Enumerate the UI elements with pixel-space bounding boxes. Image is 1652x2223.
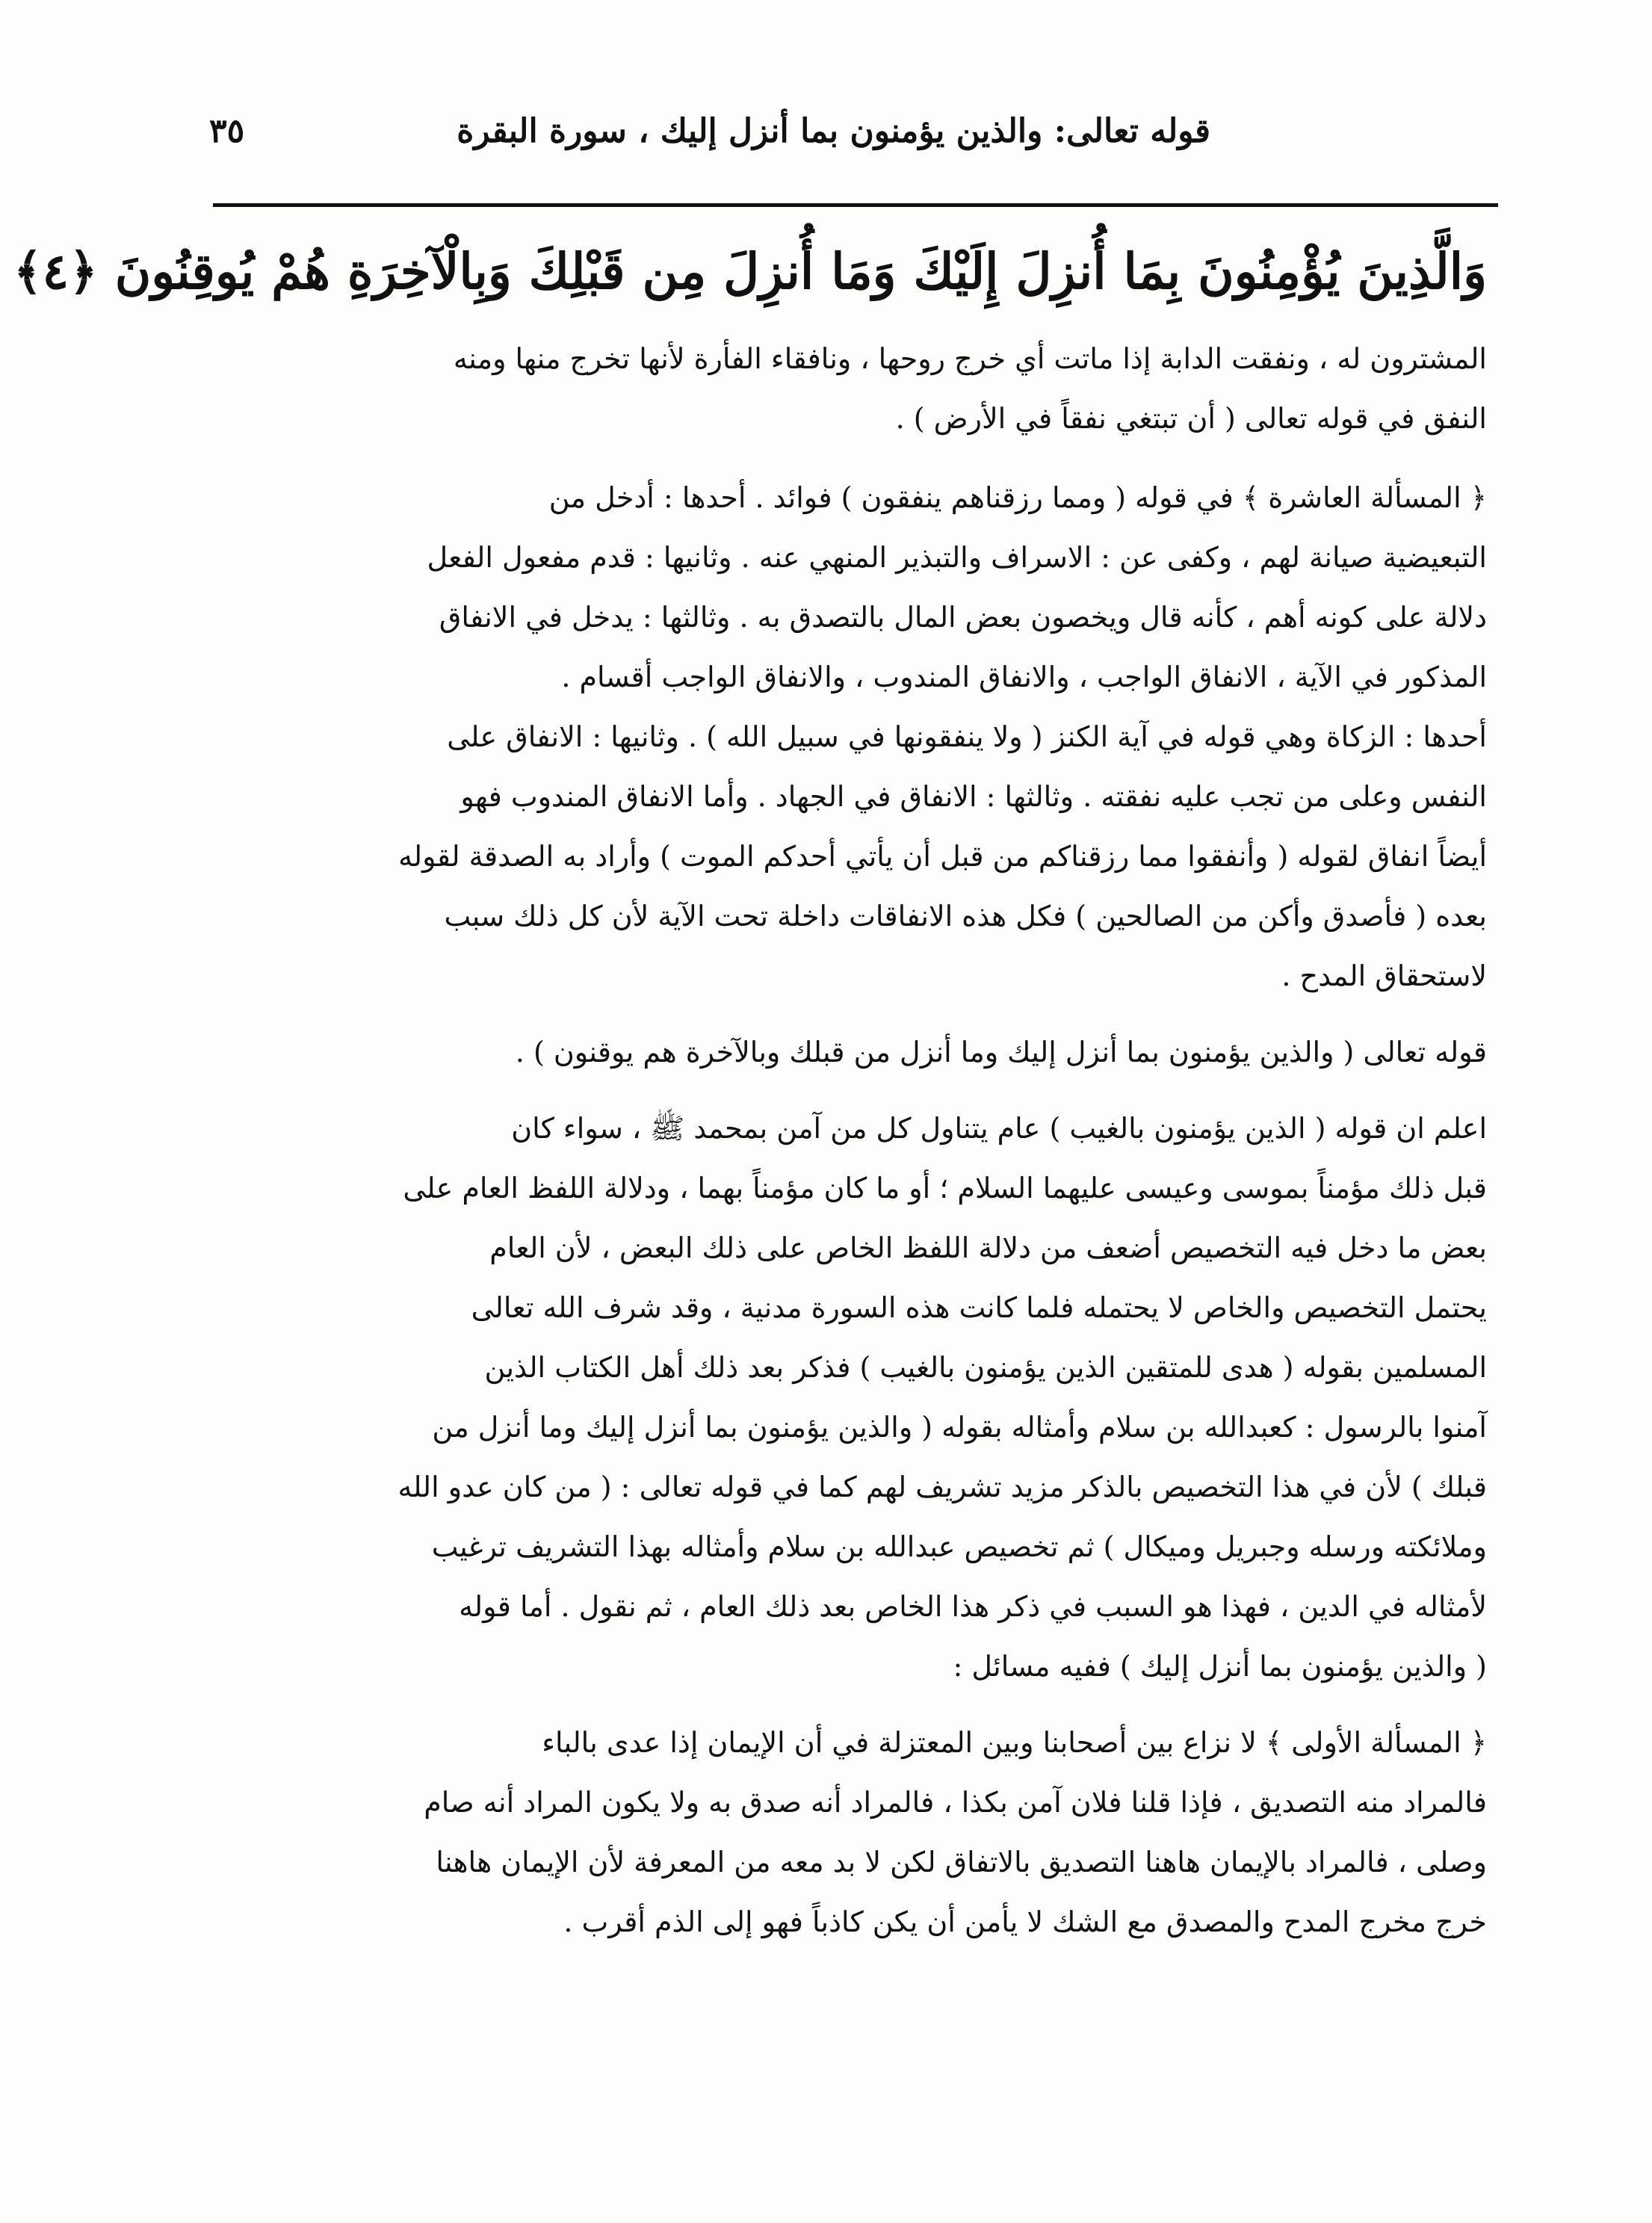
text-line: آمنوا بالرسول : كعبدالله بن سلام وأمثاله بقوله ( والذين يؤمنون بما أنزل إليك وما أنزل من — [432, 1411, 1487, 1444]
text-line: دلالة على كونه أهم ، كأنه قال ويخصون بعض المال بالتصدق به . وثالثها : يدخل في الانفاق — [439, 601, 1487, 634]
header-title: قوله تعالى: والذين يؤمنون بما أنزل إليك ، سورة البقرة — [457, 112, 1210, 150]
running-header — [209, 112, 1494, 164]
page-number: ٣٥ — [209, 112, 245, 150]
text-line: المذكور في الآية ، الانفاق الواجب ، والانفاق المندوب ، والانفاق الواجب أقسام . — [561, 661, 1487, 693]
text-line: المسلمين بقوله ( هدى للمتقين الذين يؤمنون بالغيب ) فذكر بعد ذلك أهل الكتاب الذين — [484, 1351, 1487, 1384]
text-line: قبلك ) لأن في هذا التخصيص بالذكر مزيد تشريف لهم كما في قوله تعالى : ( من كان عدو الله — [397, 1471, 1487, 1503]
text-line: خرج مخرج المدح والمصدق مع الشك لا يأمن أن يكن كاذباً فهو إلى الذم أقرب . — [563, 1905, 1487, 1938]
text-line: يحتمل التخصيص والخاص لا يحتمله فلما كانت هذه السورة مدنية ، وقد شرف الله تعالى — [471, 1291, 1487, 1324]
text-line: قبل ذلك مؤمناً بموسى وعيسى عليهما السلام ؛ أو ما كان مؤمناً بهما ، ودلالة اللفظ العام على — [403, 1172, 1487, 1205]
text-line: ﴿ المسألة الأولى ﴾ لا نزاع بين أصحابنا وبين المعتزلة في أن الإيمان إذا عدى بالباء — [542, 1726, 1487, 1759]
text-line: بعده ( فأصدق وأكن من الصالحين ) فكل هذه الانفاقات داخلة تحت الآية لأن كل ذلك سبب — [444, 900, 1487, 933]
text-line: ﴿ المسألة العاشرة ﴾ في قوله ( ومما رزقناهم ينفقون ) فوائد . أحدها : أدخل من — [548, 481, 1487, 514]
text-line: قوله تعالى ( والذين يؤمنون بما أنزل إليك وما أنزل من قبلك وبالآخرة هم يوقنون ) . — [515, 1036, 1487, 1069]
text-line: بعض ما دخل فيه التخصيص أضعف من دلالة اللفظ الخاص على ذلك البعض ، لأن العام — [489, 1231, 1487, 1264]
text-line: النفق في قوله تعالى ( أن تبتغي نفقاً في الأرض ) . — [895, 402, 1487, 435]
text-line: أيضاً انفاق لقوله ( وأنفقوا مما رزقناكم من قبل أن يأتي أحدكم الموت ) وأراد به الصدقة لقوله — [398, 840, 1487, 873]
text-line: وملائكته ورسله وجبريل وميكال ) ثم تخصيص عبدالله بن سلام وأمثاله بهذا التشريف ترغيب — [431, 1530, 1487, 1563]
text-line: اعلم ان قوله ( الذين يؤمنون بالغيب ) عام يتناول كل من آمن بمحمد ﷺ ، سواء كان — [511, 1112, 1487, 1145]
paragraph — [187, 329, 1487, 448]
commentary-body — [187, 329, 1487, 2130]
text-line: لأمثاله في الدين ، فهذا هو السبب في ذكر هذا الخاص بعد ذلك العام ، ثم نقول . أما قوله — [459, 1590, 1487, 1623]
quran-verse: وَالَّذِينَ يُؤْمِنُونَ بِمَا أُنزِلَ إِلَيْكَ وَمَا أُنزِلَ مِن قَبْلِكَ وَبِالْآخِرَةِ هُمْ يُوقِنُونَ ﴿٤﴾ — [13, 242, 1487, 300]
paragraph — [187, 1713, 1487, 1952]
text-line: ( والذين يؤمنون بما أنزل إليك ) ففيه مسائل : — [953, 1650, 1487, 1683]
paragraph — [187, 1022, 1487, 1082]
text-line: لاستحقاق المدح . — [1281, 959, 1487, 992]
text-line: المشترون له ، ونفقت الدابة إذا ماتت أي خرج روحها ، ونافقاء الفأرة لأنها تخرج منها ومنه — [453, 342, 1487, 375]
text-line: أحدها : الزكاة وهي قوله في آية الكنز ( ولا ينفقونها في سبيل الله ) . وثانيها : الانفاق على — [447, 720, 1487, 753]
text-line: التبعيضية صيانة لهم ، وكفى عن : الاسراف والتبذير المنهي عنه . وثانيها : قدم مفعول الفعل — [427, 541, 1487, 574]
paragraph — [187, 1098, 1487, 1696]
text-line: فالمراد منه التصديق ، فإذا قلنا فلان آمن بكذا ، فالمراد أنه صدق به ولا يكون المراد أنه صام — [424, 1786, 1487, 1819]
text-line: وصلى ، فالمراد بالإيمان هاهنا التصديق بالاتفاق لكن لا بد معه من المعرفة لأن الإيمان هاهنا — [436, 1846, 1487, 1879]
paragraph — [187, 468, 1487, 1006]
text-line: النفس وعلى من تجب عليه نفقته . وثالثها : الانفاق في الجهاد . وأما الانفاق المندوب فهو — [460, 780, 1487, 813]
header-rule — [213, 203, 1498, 207]
